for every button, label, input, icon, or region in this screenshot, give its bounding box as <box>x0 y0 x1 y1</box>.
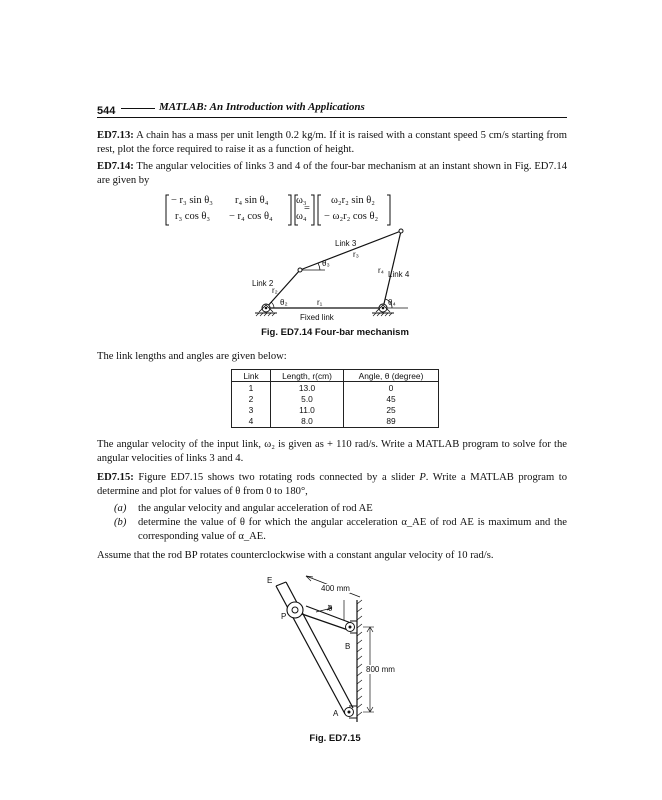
table-cell: 89 <box>344 416 439 428</box>
exercise-text-after: . Write a MATLAB program to determine and plot for values of θ from 0 to 180°, <box>97 472 567 498</box>
table-row <box>232 416 439 428</box>
label-r3: r₃ <box>353 250 359 259</box>
list-marker: (b) <box>114 517 127 529</box>
matrix-equation <box>165 193 405 227</box>
exercise-label: ED7.15: <box>97 472 134 483</box>
label-400mm: 400 mm <box>321 584 350 593</box>
label-theta2: θ₂ <box>280 298 288 307</box>
exercise-text: A chain has a mass per unit length 0.2 kg/m. If it is raised with a constant speed 5 cm/s starting from rest, plot the force required to raise it as a function of height. <box>97 130 567 156</box>
label-link3: Link 3 <box>335 239 357 248</box>
table-cell: 3 <box>232 405 271 416</box>
label-fixed-link: Fixed link <box>300 313 334 322</box>
exercise-ed7-15 <box>97 471 567 499</box>
assume-text: Assume that the rod BP rotates counterclockwise with a constant angular velocity of 10 rad/s. <box>97 550 494 561</box>
table-cell: 5.0 <box>271 393 344 404</box>
label-E: E <box>267 576 273 585</box>
table-intro: The link lengths and angles are given below: <box>97 351 287 362</box>
table-cell: 1 <box>232 382 271 394</box>
figure-caption-ed7-15: Fig. ED7.15 <box>309 733 361 744</box>
list-text: the angular velocity and angular acceleration of rod AE <box>138 503 373 514</box>
running-title: MATLAB: An Introduction with Applications <box>159 101 365 113</box>
matrix-a12: r₄ sin θ₄ <box>235 195 269 206</box>
table-cell: 2 <box>232 393 271 404</box>
table-cell: 4 <box>232 416 271 428</box>
list-text: determine the value of θ for which the angular acceleration α_AE of rod AE is maximum and the corresponding value of α_AE. <box>138 517 567 543</box>
matrix-a11: − r₃ sin θ₃ <box>171 195 213 206</box>
table-cell: 25 <box>344 405 439 416</box>
exercise-label: ED7.14: <box>97 161 134 172</box>
column-header: Angle, θ (degree) <box>344 370 439 382</box>
matrix-x1: ω₃ <box>296 195 307 206</box>
table-cell: 0 <box>344 382 439 394</box>
angular-velocity-text: The angular velocity of the input link, ω₂ is given as + 110 rad/s. Write a MATLAB program to solve for the angular velocities of links 3 and 4. <box>97 439 567 465</box>
exercise-text-before: Figure ED7.15 shows two rotating rods connected by a slider <box>138 472 420 483</box>
list-item <box>114 516 567 544</box>
matrix-b1: ω₂r₂ sin θ₂ <box>331 195 375 206</box>
label-theta4: θ₄ <box>388 298 396 307</box>
four-bar-figure <box>240 228 430 324</box>
exercise-ed7-13 <box>97 129 567 157</box>
slider-symbol: P <box>419 472 426 483</box>
label-A: A <box>333 709 339 718</box>
rods-drawing <box>250 572 420 722</box>
rods-figure <box>250 572 420 722</box>
table-row <box>232 405 439 416</box>
column-header: Link <box>232 370 271 382</box>
header-rule <box>121 108 155 109</box>
label-r2: r₂ <box>272 286 278 295</box>
link-table <box>231 369 439 428</box>
label-theta: θ <box>328 604 333 613</box>
header-underline <box>97 117 567 118</box>
exercise-text: The angular velocities of links 3 and 4 of the four-bar mechanism at an instant shown in Fig. ED7.14 are given by <box>97 161 567 187</box>
matrix-a21: r₃ cos θ₃ <box>175 211 211 222</box>
exercise-ed7-14 <box>97 160 567 188</box>
exercise-label: ED7.13: <box>97 130 134 141</box>
label-B: B <box>345 642 351 651</box>
label-link4: Link 4 <box>388 270 410 279</box>
list-item <box>114 502 567 516</box>
matrix-equals: = <box>304 203 310 214</box>
ed7-15-list <box>114 502 567 545</box>
label-r1: r₁ <box>317 298 323 307</box>
table-cell: 45 <box>344 393 439 404</box>
page-header <box>97 101 567 115</box>
table-cell: 13.0 <box>271 382 344 394</box>
list-marker: (a) <box>114 503 127 514</box>
matrix-a22: − r₄ cos θ₄ <box>229 211 273 222</box>
table-row <box>232 393 439 404</box>
table-row <box>232 382 439 394</box>
page-number: 544 <box>97 105 116 117</box>
table-cell: 8.0 <box>271 416 344 428</box>
label-theta3: θ₃ <box>322 259 330 268</box>
figure-caption-ed7-14: Fig. ED7.14 Four-bar mechanism <box>261 327 409 338</box>
table-header-row <box>232 370 439 382</box>
label-800mm: 800 mm <box>366 665 395 674</box>
table-cell: 11.0 <box>271 405 344 416</box>
label-P: P <box>281 612 287 621</box>
column-header: Length, r(cm) <box>271 370 344 382</box>
label-link2: Link 2 <box>252 279 274 288</box>
label-r4: r₄ <box>378 266 384 275</box>
matrix-b2: − ω₂r₂ cos θ₂ <box>324 211 379 222</box>
matrix-x2: ω₄ <box>296 211 307 222</box>
